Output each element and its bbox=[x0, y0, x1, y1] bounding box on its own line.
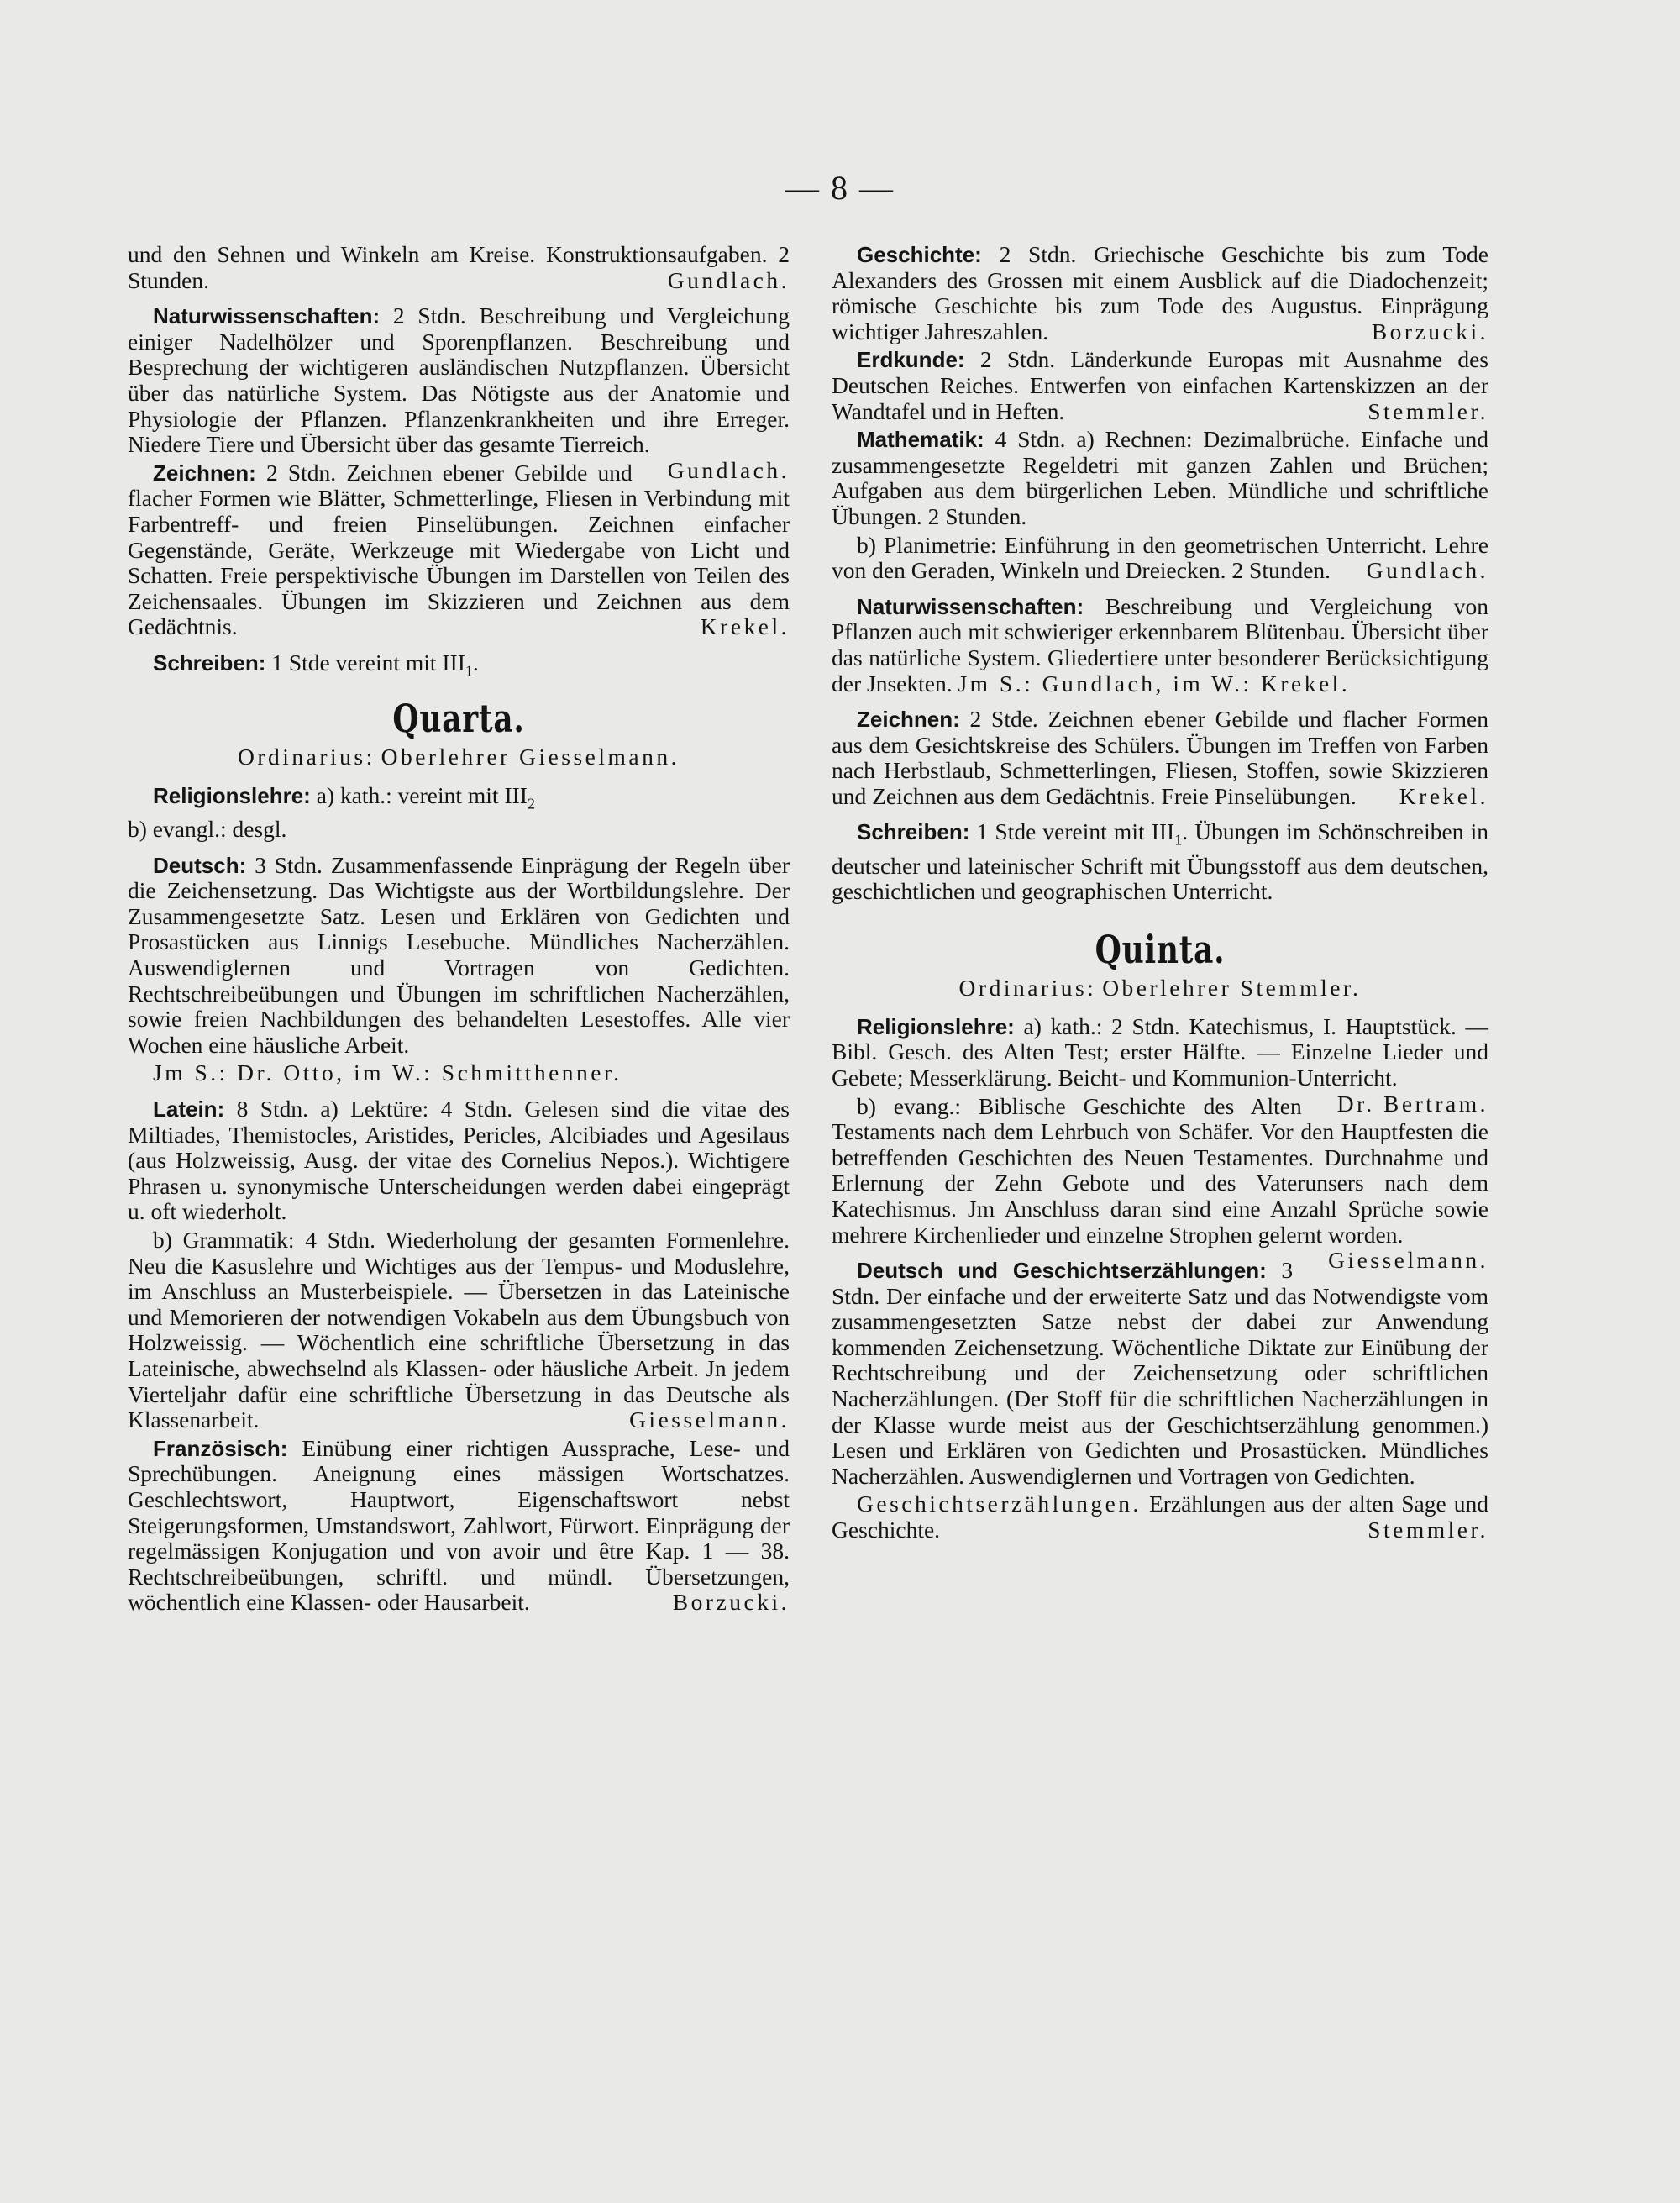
teachers-line: Jm S.: Dr. Otto, im W.: Schmitthenner. bbox=[153, 1059, 622, 1086]
paragraph-latein: Latein: 8 Stdn. a) Lektüre: 4 Stdn. Gelesen sind die vitae des Miltiades, Themistocles, Aristides, Pericles, Alcibiades und Agesilaus (aus Holzweissig, Ausg. der vitae des Cornelius Nepos.). Wichtigere Phrasen u. synonymische Unterscheidungen werden dabei eingeprägt u. oft wiederholt. bbox=[128, 1096, 790, 1225]
paragraph-erdkunde: Erdkunde: 2 Stdn. Länderkunde Europas mit Ausnahme des Deutschen Reiches. Entwerfen von einfachen Kartenskizzen an der Wandtafel und in Heften. Stemmler. bbox=[832, 346, 1488, 424]
signature: Dr. Bertram. bbox=[1336, 1090, 1488, 1117]
signature: Stemmler. bbox=[1368, 1517, 1488, 1543]
subject-heading: Naturwissenschaften: bbox=[153, 303, 381, 329]
signature: Gundlach. bbox=[667, 456, 790, 483]
paragraph-geschichtserzaehlungen: Geschichtserzählungen. Erzählungen aus der alten Sage und Geschichte. Stemmler. bbox=[832, 1491, 1488, 1543]
signature: Giesselmann. bbox=[1328, 1247, 1488, 1274]
subject-heading: Naturwissenschaften: bbox=[857, 593, 1084, 619]
signature-gundlach: Gundlach. bbox=[667, 266, 790, 293]
subject-heading: Schreiben: bbox=[153, 649, 266, 676]
paragraph-deutsch: Deutsch: 3 Stdn. Zusammenfassende Einprägung der Regeln über die Zeichensetzung. Das Wichtigste aus der Wortbildungslehre. Der Zusammengesetzte Satz. Lesen und Erklären von Gedichten und Prosastücken aus Linnigs Lesebuche. Mündliches Nacherzählen. Auswendiglernen und Vortragen von Gedichten. Rechtschreibeübungen und Übungen im schriftlichen Nacherzählen, sowie freien Nachbildungen des behandelten Lesestoffes. Alle vier Wochen eine häusliche Arbeit. bbox=[128, 851, 790, 1058]
signature: Borzucki. bbox=[672, 1589, 790, 1616]
subject-heading: Religionslehre: bbox=[857, 1013, 1015, 1039]
signature: Borzucki. bbox=[1371, 318, 1488, 344]
subject-heading: Schreiben: bbox=[857, 819, 970, 845]
paragraph-zeichnen-quarta: Zeichnen: 2 Stde. Zeichnen ebener Gebilde und flacher Formen aus dem Gesichtskreise des Schülers. Übungen im Treffen von Farben nach Herbstlaub, Schmetterlingen, Fliesen, Stoffen, sowie Skizzieren und Zeichnen aus dem Gedächtnis. Freie Pinselübungen. Krekel. bbox=[832, 706, 1488, 809]
section-title-quinta: Quinta. bbox=[1095, 926, 1226, 972]
paragraph-religionslehre-quinta: Religionslehre: a) kath.: 2 Stdn. Katechismus, I. Hauptstück. — Bibl. Gesch. des Alten Test; erster Hälfte. — Einzelne Lieder und Gebete; Messerklärung. Beicht- und Kommunion-Unterricht. Dr. Bertram. bbox=[832, 1012, 1489, 1117]
signature: Krekel. bbox=[1399, 782, 1488, 809]
paragraph-religionslehre-evang: b) evang.: Biblische Geschichte des Alten Testaments nach dem Lehrbuch von Schäfer. Vor den Hauptfesten die betreffenden Geschichten des Neuen Testamentes. Durchnahme und Erlernung der Zehn Gebote und des Vaterunsers nach dem Katechismus. Jm Anschluss daran sind eine Anzahl Sprüche sowie mehrere Kirchenlieder und einzelne Strophen gelernt worden. Giesselmann. bbox=[832, 1092, 1488, 1274]
signature: Giesselmann. bbox=[629, 1406, 790, 1433]
subject-heading: Deutsch: bbox=[153, 852, 247, 878]
subject-heading: Erdkunde: bbox=[857, 347, 965, 373]
paragraph-latein-grammatik: b) Grammatik: 4 Stdn. Wiederholung der gesamten Formenlehre. Neu die Kasuslehre und Wichtiges aus der Tempus- und Moduslehre, im Anschluss an Musterbeispiele. — Übersetzen in das Lateinische und Memorieren der notwendigen Vokabeln aus dem Übungsbuch von Holzweissig. — Wöchentlich eine schriftliche Übersetzung in das Lateinische, abwechselnd als Klassen- oder häusliche Arbeit. Jn jedem Vierteljahr dafür eine schriftliche Übersetzung in das Deutsche als Klassenarbeit. Giesselmann. bbox=[128, 1227, 790, 1433]
paragraph-naturwissenschaften: Naturwissenschaften: 2 Stdn. Beschreibung und Vergleichung einiger Nadelhölzer und Sporenpflanzen. Beschreibung und Besprechung der wichtigeren ausländischen Nutzpflanzen. Übersicht über das natürliche System. Das Nötigste aus der Anatomie und Physiologie der Pflanzen. Pflanzenkrankheiten und ihre Erreger. Niedere Tiere und Übersicht über das gesamte Tierreich. Gundlach. bbox=[128, 302, 790, 483]
subject-heading: Französisch: bbox=[153, 1435, 288, 1461]
ordinarius-line: Ordinarius: Oberlehrer Giesselmann. bbox=[237, 744, 680, 770]
paragraph-geschichte: Geschichte: 2 Stdn. Griechische Geschichte bis zum Tode Alexanders des Grossen mit einem Ausblick auf die Diadochenzeit; römische Geschichte bis zum Tode des Augustus. Einprägung wichtiger Jahreszahlen. Borzucki. bbox=[832, 241, 1489, 344]
paragraph-schreiben: Schreiben: 1 Stde vereint mit $III_1$. bbox=[153, 649, 479, 680]
left-column bbox=[128, 242, 790, 1618]
subject-heading: Zeichnen: bbox=[153, 460, 256, 486]
subject-heading: Religionslehre: bbox=[153, 783, 311, 808]
subject-heading: Latein: bbox=[153, 1096, 225, 1123]
paragraph-geometry-end: und den Sehnen und Winkeln am Kreise. Konstruktionsaufgaben. 2 Stunden. Gundlach. bbox=[128, 241, 790, 293]
subject-heading: Mathematik: bbox=[857, 427, 984, 453]
section-title-quarta: Quarta. bbox=[392, 696, 525, 741]
paragraph-naturwissenschaften-quarta: Naturwissenschaften: Beschreibung und Vergleichung von Pflanzen auch mit schwieriger erkennbarem Blütenbau. Übersicht über das natürliche System. Gliedertiere unter besonderer Berücksichtigung der Jnsekten. Jm S.: Gundlach, im W.: Krekel. bbox=[832, 592, 1488, 697]
paragraph-planimetrie: b) Planimetrie: Einführung in den geometrischen Unterricht. Lehre von den Geraden, Winkeln und Dreiecken. 2 Stunden. Gundlach. bbox=[832, 531, 1488, 584]
subject-heading: Zeichnen: bbox=[857, 707, 960, 733]
page-number: — 8 — bbox=[785, 169, 895, 207]
paragraph-religionslehre: Religionslehre: a) kath.: vereint mit $III_2$ b) evangl.: desgl. bbox=[128, 782, 535, 843]
right-column bbox=[832, 242, 1488, 1546]
paragraph-franzoesisch: Französisch: Einübung einer richtigen Aussprache, Lese- und Sprechübungen. Aneignung eines mässigen Wortschatzes. Geschlechtswort, Hauptwort, Eigenschaftswort nebst Steigerungsformen, Umstandswort, Zahlwort, Fürwort. Einprägung der regelmässigen Konjugation und von avoir und être Kap. 1 — 38. Rechtschreibeübungen, schriftl. und mündl. Übersetzungen, wöchentlich eine Klassen- oder Hausarbeit. Borzucki. bbox=[128, 1434, 790, 1616]
paragraph-schreiben-quarta: Schreiben: 1 Stde vereint mit $III_1$. Übungen im Schönschreiben in deutscher und lateinischer Schrift mit Übungsstoff aus dem deutschen, geschichtlichen und geographischen Unterricht. bbox=[832, 818, 1489, 905]
paragraph-zeichnen: Zeichnen: 2 Stdn. Zeichnen ebener Gebilde und flacher Formen wie Blätter, Schmetterlinge, Fliesen in Verbindung mit Farbentreff- und freien Pinselübungen. Zeichnen einfacher Gegenstände, Geräte, Werkzeuge mit Wiedergabe von Licht und Schatten. Freie perspektivische Übungen im Darstellen von Teilen des Zeichensaales. Übungen im Skizzieren und Zeichnen aus dem Gedächtnis. Krekel. bbox=[128, 459, 790, 640]
ordinarius-line: Ordinarius: Oberlehrer Stemmler. bbox=[958, 974, 1362, 1001]
subject-heading: Geschichte: bbox=[857, 242, 982, 267]
paragraph-deutsch-quinta: Deutsch und Geschichtserzählungen: 3 Stdn. Der einfache und der erweiterte Satz und das Notwendigste vom zusammengesetzten Satze nebst der dabei zur Anwendung kommenden Zeichensetzung. Wöchentliche Diktate zur Einübung der Rechtschreibung und der Zeichensetzung oder schriftlichen Nacherzählungen. (Der Stoff für die schriftlichen Nacherzählungen in der Klasse wurde meist aus der Geschichtserzählung genommen.) Lesen und Erklären von Gedichten und Prosastücken. Mündliches Nacherzählen. Auswendiglernen und Vortragen von Gedichten. bbox=[832, 1257, 1488, 1489]
paragraph-mathematik: Mathematik: 4 Stdn. a) Rechnen: Dezimalbrüche. Einfache und zusammengesetzte Regeldetri mit ganzen Zahlen und Brüchen; Aufgaben aus dem bürgerlichen Leben. Mündliche und schriftliche Übungen. 2 Stunden. bbox=[832, 426, 1488, 529]
signature: Gundlach. bbox=[1366, 557, 1488, 584]
signature: Krekel. bbox=[700, 613, 790, 640]
subject-heading: Deutsch und Geschichtserzählungen: bbox=[857, 1258, 1267, 1284]
signature: Stemmler. bbox=[1368, 397, 1488, 424]
